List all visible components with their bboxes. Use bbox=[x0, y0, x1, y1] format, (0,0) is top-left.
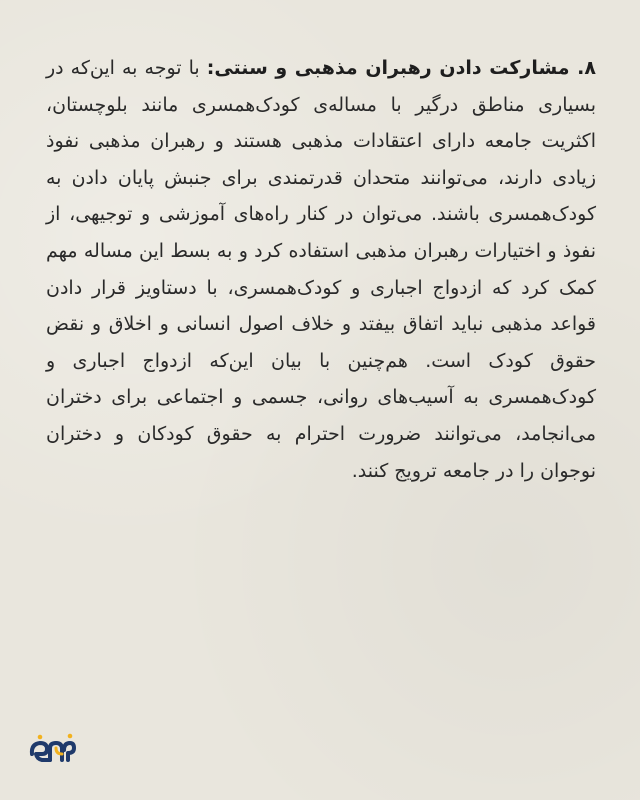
paragraph-body: با توجه به این‌که در بسیاری مناطق درگیر با مساله‌ی کودک‌همسری مانند بلوچستان، اکثریت جامعه دارای اعتقادات مذهبی هستند و رهبران مذهبی نفوذ زیادی دارند، می‌توانند متحدان قدرتمندی برای جنبش پایان دادن به کودک‌همسری باشند. می‌توان در کنار راه‌های آموزشی و توجیهی، از نفوذ و اختیارات رهبران مذهبی استفاده کرد و به بسط این مساله مهم کمک کرد که ازدواج اجباری و کودک‌همسری، با دستاویز قرار دادن قواعد مذهبی نباید اتفاق بیفتد و خلاف اصول انسانی و اخلاق و نقض حقوق کودک است. هم‌چنین با بیان این‌که ازدواج اجباری و کودک‌همسری به آسیب‌های روانی، جسمی و اجتماعی برای دختران می‌انجامد، می‌توانند ضرورت احترام به حقوق کودکان و دختران نوجوان را در جامعه ترویج کنند. bbox=[46, 57, 596, 482]
brand-logo bbox=[26, 732, 76, 766]
article-paragraph bbox=[46, 50, 596, 489]
article-text-block bbox=[46, 50, 596, 489]
section-heading: ۸. مشارکت دادن رهبران مذهبی و سنتی: bbox=[206, 57, 596, 79]
